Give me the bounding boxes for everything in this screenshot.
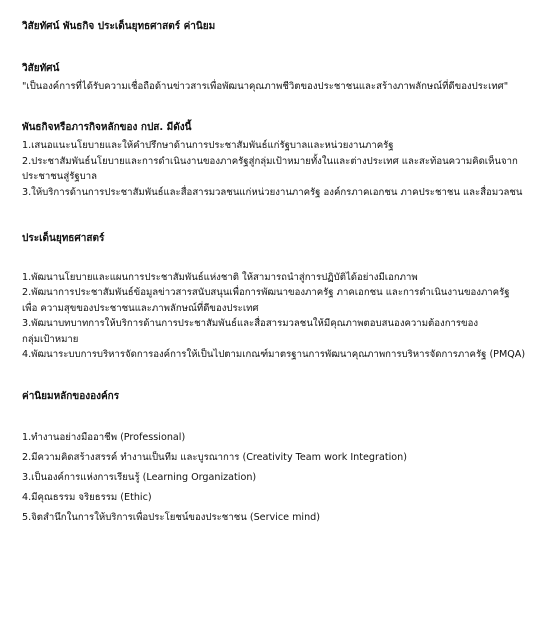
mission-item-1: 1.เสนอแนะนโยบายและให้คำปรึกษาด้านการประชาสัมพันธ์แก่รัฐบาลและหน่วยงานภาครัฐ [22,140,394,152]
strategy-section [22,232,540,362]
values-section [22,390,540,525]
mission-section [22,121,540,200]
mission-heading: พันธกิจหรือภารกิจหลักของ กปส. มีดังนี้ [22,121,192,133]
strategy-item-2-continued: เพื่อ ความสุขของประชาชนและภาพลักษณ์ที่ดีของประเทศ [22,302,259,314]
values-list [22,431,540,525]
strategy-item-3: 3.พัฒนาบทบาทการให้บริการด้านการประชาสัมพันธ์และสื่อสารมวลชนให้มีคุณภาพตอบสนองความต้องการของ [22,318,479,330]
value-item-5: 5.จิตสำนึกในการให้บริการเพื่อประโยชน์ของประชาชน (Service mind) [22,512,321,524]
strategy-item-1: 1.พัฒนานโยบายและแผนการประชาสัมพันธ์แห่งชาติ ให้สามารถนำสู่การปฏิบัติได้อย่างมีเอกภาพ [22,272,418,284]
mission-list [22,139,540,199]
mission-item-2-continued: ประชาชนสู่รัฐบาล [22,171,98,183]
vision-statement: "เป็นองค์การที่ได้รับความเชื่อถือด้านข่าวสารเพื่อพัฒนาคุณภาพชีวิตของประชาชนและสร้างภาพลักษณ์ที่ดีของประเทศ" [22,81,509,92]
strategy-item-2: 2.พัฒนาการประชาสัมพันธ์ข้อมูลข่าวสารสนับสนุนเพื่อการพัฒนาของภาครัฐ ภาคเอกชน และการดำเนินงานของภาครัฐ [22,287,510,299]
value-item-2: 2.มีความคิดสร้างสรรค์ ทำงานเป็นทีม และบูรณาการ (Creativity Team work Integration) [22,452,407,464]
mission-item-2: 2.ประชาสัมพันธ์นโยบายและการดำเนินงานของภาครัฐสู่กลุ่มเป้าหมายทั้งในและต่างประเทศ และสะท้อนความคิดเห็นจาก [22,155,518,167]
strategy-item-4: 4.พัฒนาระบบการบริหารจัดการองค์การให้เป็นไปตามเกณฑ์มาตรฐานการพัฒนาคุณภาพการบริหารจัดการภาครัฐ (PMQA) [22,349,526,361]
page-title: วิสัยทัศน์ พันธกิจ ประเด็นยุทธศาสตร์ ค่านิยม [22,21,216,32]
value-item-4: 4.มีคุณธรรม จริยธรรม (Ethic) [22,492,152,504]
mission-item-3: 3.ให้บริการด้านการประชาสัมพันธ์และสื่อสารมวลชนแก่หน่วยงานภาครัฐ องค์กรภาคเอกชน ภาคประชาชน และสื่อมวลชน [22,186,523,198]
value-item-3: 3.เป็นองค์การแห่งการเรียนรู้ (Learning Organization) [22,472,257,484]
vision-heading: วิสัยทัศน์ [22,62,60,74]
value-item-1: 1.ทำงานอย่างมืออาชีพ (Professional) [22,432,186,444]
strategy-heading: ประเด็นยุทธศาสตร์ [22,232,105,244]
strategy-item-3-continued: กลุ่มเป้าหมาย [22,333,79,345]
values-heading: ค่านิยมหลักขององค์กร [22,390,120,402]
strategy-list [22,271,540,362]
